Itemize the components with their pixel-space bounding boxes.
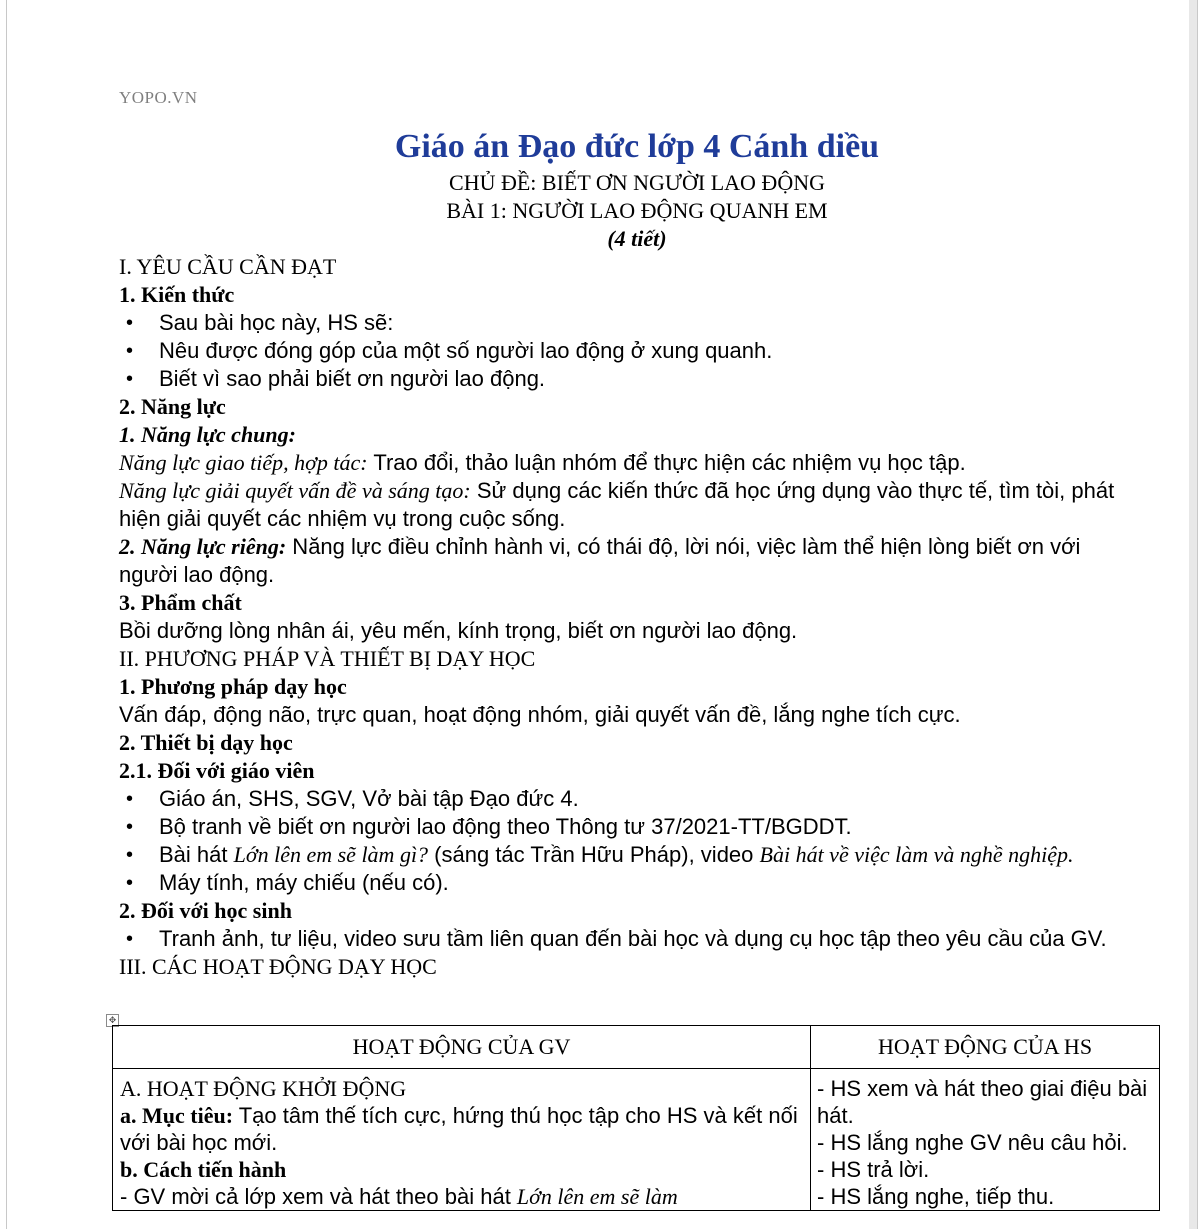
list-item — [119, 841, 1119, 869]
equipment-heading: 2. Thiết bị dạy học — [119, 730, 293, 755]
procedure-heading: b. Cách tiến hành — [120, 1157, 287, 1182]
list-item: • Biết vì sao phải biết ơn người lao động. — [119, 365, 1119, 393]
document-title: Giáo án Đạo đức lớp 4 Cánh diều — [394, 128, 880, 165]
method-heading: 1. Phương pháp dạy học — [119, 674, 347, 699]
competency-heading: 2. Năng lực — [119, 394, 226, 419]
table-header-row — [113, 1026, 1160, 1069]
student-activity-cell — [811, 1069, 1160, 1211]
duration-subtitle: (4 tiết) — [607, 226, 667, 251]
teacher-step — [120, 1183, 803, 1210]
problem-solving-competency — [119, 477, 1119, 533]
video-title: Bài hát về việc làm và nghề nghiệp. — [759, 842, 1074, 867]
list-item: • Bộ tranh về biết ơn người lao động theo Thông tư 37/2021-TT/BGDDT. — [119, 813, 1119, 841]
document-body — [119, 253, 1119, 981]
list-item: • Tranh ảnh, tư liệu, video sưu tầm liên quan đến bài học và dụng cụ học tập theo yêu cầu của GV. — [119, 925, 1119, 953]
student-step: - HS xem và hát theo giai điệu bài hát. — [817, 1076, 1148, 1128]
knowledge-heading: 1. Kiến thức — [119, 282, 235, 307]
student-step: - HS lắng nghe GV nêu câu hỏi. — [817, 1130, 1128, 1155]
teacher-column-header: HOẠT ĐỘNG CỦA GV — [113, 1026, 811, 1069]
teacher-equipment-heading: 2.1. Đối với giáo viên — [119, 758, 315, 783]
section-3-heading: III. CÁC HOẠT ĐỘNG DẠY HỌC — [119, 954, 437, 979]
competency-text: Sử dụng các kiến thức đã học ứng dụng vào thực tế, tìm tòi, phát hiện giải quyết các nhiệm vụ trong cuộc sống. — [119, 478, 1115, 531]
song-title: Lớn lên em sẽ làm — [516, 1184, 678, 1209]
competency-label: Năng lực giải quyết vấn đề và sáng tạo: — [119, 478, 471, 503]
topic-subtitle: CHỦ ĐỀ: BIẾT ƠN NGƯỜI LAO ĐỘNG — [449, 170, 825, 195]
list-item: • Máy tính, máy chiếu (nếu có). — [119, 869, 1119, 897]
quality-text: Bồi dưỡng lòng nhân ái, yêu mến, kính trọng, biết ơn người lao động. — [119, 618, 798, 643]
objective-text: Tạo tâm thế tích cực, hứng thú học tập cho HS và kết nối với bài học mới. — [120, 1103, 798, 1155]
specific-competency — [119, 533, 1119, 589]
watermark: YOPO.VN — [119, 88, 198, 107]
method-text: Vấn đáp, động não, trực quan, hoạt động nhóm, giải quyết vấn đề, lắng nghe tích cực. — [119, 702, 961, 727]
teacher-equipment-list — [119, 785, 1119, 897]
competency-label: 2. Năng lực riêng: — [119, 534, 287, 559]
lesson-subtitle: BÀI 1: NGƯỜI LAO ĐỘNG QUANH EM — [446, 198, 828, 223]
teacher-activity-cell — [113, 1069, 811, 1211]
competency-text: Năng lực điều chỉnh hành vi, có thái độ, lời nói, việc làm thể hiện lòng biết ơn với người lao động. — [119, 534, 1081, 587]
list-item: • Giáo án, SHS, SGV, Vở bài tập Đạo đức 4. — [119, 785, 1119, 813]
quality-heading: 3. Phẩm chất — [119, 590, 242, 615]
student-column-header: HOẠT ĐỘNG CỦA HS — [811, 1026, 1160, 1069]
activities-table — [112, 1025, 1160, 1211]
song-title: Lớn lên em sẽ làm gì? — [233, 842, 429, 867]
item-text: (sáng tác Trần Hữu Pháp), video — [428, 842, 760, 867]
list-item: • Nêu được đóng góp của một số người lao động ở xung quanh. — [119, 337, 1119, 365]
table-row — [113, 1069, 1160, 1211]
item-text: Bài hát — [159, 842, 234, 867]
section-2-heading: II. PHƯƠNG PHÁP VÀ THIẾT BỊ DẠY HỌC — [119, 646, 536, 671]
warmup-objective — [120, 1102, 803, 1156]
document-page — [6, 0, 1198, 1229]
objective-label: a. Mục tiêu: — [120, 1103, 234, 1128]
list-item: • Sau bài học này, HS sẽ: — [119, 309, 1119, 337]
page-edge-shadow — [1189, 0, 1197, 1229]
general-competency-heading: 1. Năng lực chung: — [119, 422, 296, 447]
table-move-handle-icon[interactable]: ✥ — [106, 1014, 119, 1027]
step-text: - GV mời cả lớp xem và hát theo bài hát — [120, 1184, 517, 1209]
student-equipment-heading: 2. Đối với học sinh — [119, 898, 292, 923]
knowledge-list — [119, 309, 1119, 393]
communication-competency — [119, 449, 1119, 477]
section-1-heading: I. YÊU CẦU CẦN ĐẠT — [119, 254, 337, 279]
competency-label: Năng lực giao tiếp, hợp tác: — [119, 450, 368, 475]
student-step: - HS lắng nghe, tiếp thu. — [817, 1184, 1055, 1209]
student-equipment-list — [119, 925, 1119, 953]
warmup-heading: A. HOẠT ĐỘNG KHỞI ĐỘNG — [120, 1076, 407, 1101]
student-step: - HS trả lời. — [817, 1157, 930, 1182]
competency-text: Trao đổi, thảo luận nhóm để thực hiện các nhiệm vụ học tập. — [367, 450, 966, 475]
